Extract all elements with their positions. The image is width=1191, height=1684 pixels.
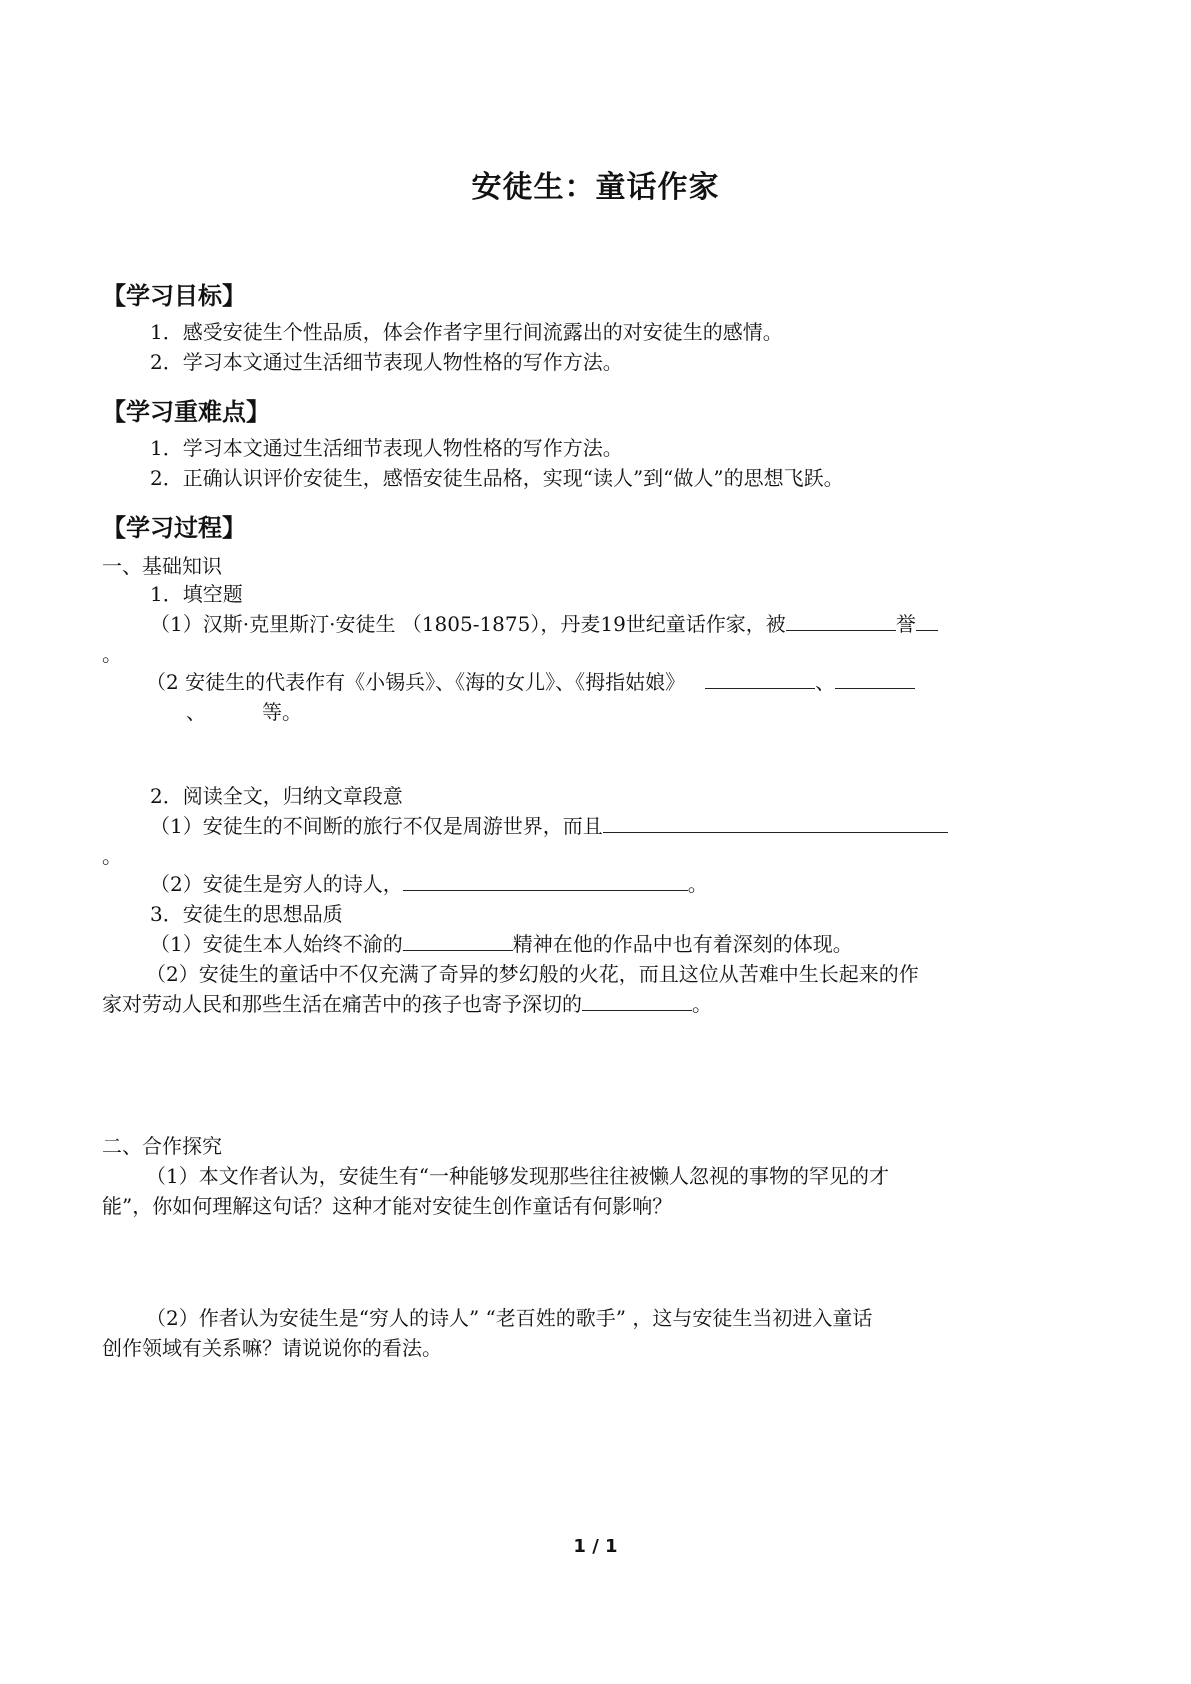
key-point-item-2: 2．正确认识评价安徒生，感悟安徒生品格，实现“读人”到“做人”的思想飞跃。	[150, 466, 844, 490]
q2-1-text: （1）安徒生的不间断的旅行不仅是周游世界，而且	[150, 814, 603, 838]
part2-title: 二、合作探究	[102, 1134, 222, 1158]
q1-2-text: （2 安徒生的代表作有《小锡兵》、《海的女儿》、《拇指姑娘》	[146, 670, 686, 694]
q1-2-blank-1[interactable]	[705, 670, 815, 689]
q3-1-text-a: （1）安徒生本人始终不渝的	[150, 932, 403, 956]
q1-2-line2b: 等。	[262, 700, 302, 724]
q2-2-blank[interactable]	[403, 872, 688, 891]
part1-title: 一、基础知识	[102, 554, 222, 578]
q2-title: 2．阅读全文，归纳文章段意	[150, 784, 403, 808]
q1-1-end: 。	[102, 642, 122, 666]
q2-1-end: 。	[102, 844, 122, 868]
q3-2-text: 家对劳动人民和那些生活在痛苦中的孩子也寄予深切的	[102, 992, 582, 1016]
q1-1-blank-1[interactable]	[786, 612, 896, 631]
q2-2-end: 。	[687, 872, 708, 896]
part2-q2-line2: 创作领域有关系嘛？请说说你的看法。	[102, 1336, 442, 1360]
page-title: 安徒生：童话作家	[471, 170, 720, 205]
q3-2-blank[interactable]	[582, 992, 692, 1011]
section-heading-key-points: 【学习重难点】	[102, 398, 270, 426]
q1-2-line	[146, 670, 915, 694]
q2-2-text: （2）安徒生是穷人的诗人，	[150, 872, 403, 896]
q1-1-line	[150, 612, 938, 636]
q3-title: 3．安徒生的思想品质	[150, 902, 343, 926]
q2-1-line	[150, 814, 948, 838]
part2-q2-line1: （2）作者认为安徒生是“穷人的诗人” “老百姓的歌手” ，这与安徒生当初进入童话	[146, 1306, 873, 1330]
q2-2-line	[150, 872, 708, 896]
q1-title: 1．填空题	[150, 582, 243, 606]
goal-item-1: 1．感受安徒生个性品质，体会作者字里行间流露出的对安徒生的感情。	[150, 320, 783, 344]
goal-item-2: 2．学习本文通过生活细节表现人物性格的写作方法。	[150, 350, 623, 374]
q3-2-line1: （2）安徒生的童话中不仅充满了奇异的梦幻般的火花，而且这位从苦难中生长起来的作	[146, 962, 919, 986]
key-point-item-1: 1．学习本文通过生活细节表现人物性格的写作方法。	[150, 436, 623, 460]
q3-2-end: 。	[692, 992, 712, 1016]
q3-1-blank[interactable]	[403, 932, 513, 951]
q1-1-blank-2[interactable]	[916, 612, 938, 631]
page-number: 1 / 1	[573, 1536, 618, 1557]
q1-2-blank-2[interactable]	[835, 670, 915, 689]
section-heading-process: 【学习过程】	[102, 514, 246, 542]
part2-q1-line1: （1）本文作者认为，安徒生有“一种能够发现那些往往被懒人忽视的事物的罕见的才	[146, 1164, 889, 1188]
q1-1-text-a: （1）汉斯·克里斯汀·安徒生 （1805-1875），丹麦19世纪童话作家，被	[150, 612, 786, 636]
q3-2-line2	[102, 992, 712, 1016]
q2-1-blank[interactable]	[603, 814, 948, 833]
q1-2-line2a: 、	[186, 700, 206, 724]
q3-1-text-b: 精神在他的作品中也有着深刻的体现。	[512, 932, 853, 956]
q1-1-text-b: 誉	[895, 612, 916, 636]
q3-1-line	[150, 932, 853, 956]
q1-2-sep: 、	[815, 670, 836, 694]
part2-q1-line2: 能”，你如何理解这句话？这种才能对安徒生创作童话有何影响？	[102, 1194, 673, 1218]
section-heading-goals: 【学习目标】	[102, 282, 246, 310]
